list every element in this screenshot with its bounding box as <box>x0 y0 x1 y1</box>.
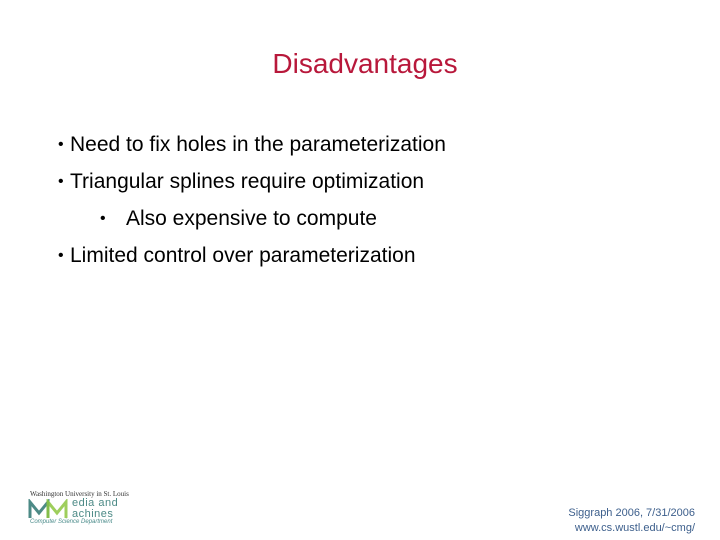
bullet-text: Also expensive to compute <box>126 207 377 230</box>
bullet-marker: • <box>100 210 106 227</box>
footer-conference: Siggraph 2006, 7/31/2006 <box>568 507 695 519</box>
logo-word-machines: achines <box>72 508 114 520</box>
footer <box>568 506 695 536</box>
footer-url: www.cs.wustl.edu/~cmg/ <box>574 522 695 534</box>
department-name: Computer Science Department <box>30 519 113 525</box>
bullet-marker: • <box>58 173 64 190</box>
bullet-text: Triangular splines require optimization <box>70 170 425 193</box>
sub-bullet-item <box>58 201 446 238</box>
logo-word-media: edia and <box>72 497 119 509</box>
mm-logo-icon <box>28 499 72 519</box>
bullet-item <box>58 127 446 164</box>
media-and-machines-logo <box>28 490 129 526</box>
bullet-item <box>58 238 446 275</box>
university-name: Washington University in St. Louis <box>30 490 129 498</box>
bullet-item <box>58 164 446 201</box>
bullet-marker: • <box>58 247 64 264</box>
bullet-text: Need to fix holes in the parameterization <box>70 133 446 156</box>
bullet-marker: • <box>58 136 64 153</box>
slide-title: Disadvantages <box>272 48 458 79</box>
bullet-text: Limited control over parameterization <box>70 244 416 267</box>
bullet-list <box>58 127 446 275</box>
